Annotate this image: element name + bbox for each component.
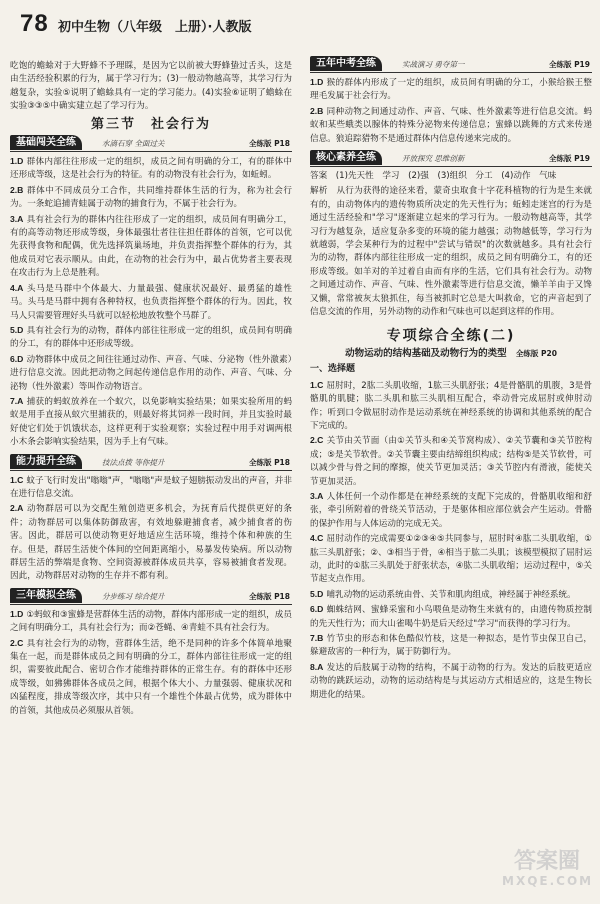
answer-text: 屈肘时，2肱二头肌收缩，1肱三头肌舒张；4是骨骼肌的肌腹，3是骨骼肌的肌腱；肱二头肌和肱三头肌相互配合，牵动骨完成屈肘或伸肘动作；听到口令做屈肘动作是运动系统在神经系统的协调和其他系统的配合下完成的。 (310, 380, 592, 431)
section-bar-threeyear (10, 588, 292, 605)
answer-text: 屈肘动作的完成需要①②③④⑤共同参与，屈肘时④肱二头肌收缩，①肱三头肌舒张；②、③相当于骨，④相当于肱二头肌；该模型模拟了屈肘运动，此时的①肱三头肌处于舒张状态，④肱二头肌收缩；运动过程中，⑤关节起支点作用。 (310, 534, 592, 585)
answer-text: 群体中不同成员分工合作，共同维持群体生活的行为，称为社会行为。一条蛇追捕青蛙属于动物的捕食行为，不属于社会行为。 (10, 185, 292, 210)
answer-item (10, 395, 292, 450)
answer-item (310, 434, 592, 489)
answer-text: 具有社会行为的群体内往往形成了一定的组织，成员间有明确分工，有的高等动物还形成等级，身体最强壮者往往担任群体的首领，它可以优先获得食物和配偶，优先选择筑巢场地，并负责指挥整个群体的行为，其他成员对它表示顺从。由此，在动物的社会行为中，最占优势者主要表现在攻击行为上总是胜利。 (10, 214, 292, 279)
answer-number: 2.B (10, 184, 24, 195)
answer-item (310, 588, 592, 602)
answer-item (310, 532, 592, 587)
answer-number: 2.B (310, 105, 324, 116)
bar-ref: 全练版 P18 (248, 139, 290, 149)
answer-number: 6.D (310, 604, 324, 615)
bar-slogan: 水滴石穿 全面过关 (102, 139, 165, 149)
special-practice-title: 专项综合全练(二) (386, 327, 516, 344)
answer-item (10, 608, 292, 636)
answer-text: 动物群体中成员之间往往通过动作、声音、气味、分泌物（性外激素）进行信息交流。因此把动物之间起传递信息作用的动作、声音、气味、分泌物（性外激素）等叫作动物语言。 (10, 354, 292, 392)
answer-text: 头马是马群中个体最大、力量最强、健康状况最好、最勇猛的雄性马。头马是马群中拥有各种特权，也负责指挥整个群体的行为。因此，牧马人只需要管理好头马就可以轻松地放牧整个马群了。 (10, 283, 292, 321)
answer-number: 5.D (10, 324, 24, 335)
answer-number: 7.B (310, 633, 324, 644)
page-header (10, 6, 590, 40)
answer-number: 8.A (310, 661, 324, 672)
answer-item (10, 637, 292, 718)
answer-item (310, 76, 592, 104)
answer-number: 2.C (310, 435, 324, 446)
answer-number: 1.D (10, 156, 24, 167)
answer-line: 答案 (1)先天性 学习 (2)强 (3)组织 分工 (4)动作 气味 (310, 171, 557, 182)
answer-text: 哺乳动物的运动系统由骨、关节和肌肉组成，神经属于神经系统。 (326, 589, 576, 600)
answer-item (310, 379, 592, 434)
answer-text: 竹节虫的形态和体色酷似竹枝，这是一种拟态，是竹节虫保卫自己，躲避敌害的一种行为，属于防御行为。 (310, 634, 592, 658)
topic-subtitle-text: 动物运动的结构基础及动物行为的类型 (345, 347, 507, 359)
answer-item (10, 324, 292, 352)
section-bar-fiveyear (310, 56, 592, 73)
answer-text: 猴的群体内形成了一定的组织，成员间有明确的分工，小猴给猴王整理毛发属于社会行为。 (310, 78, 592, 102)
answer-number: 1.C (310, 379, 324, 390)
bar-tag: 能力提升全练 (10, 454, 82, 469)
left-column (10, 60, 292, 719)
answer-text: 发达的后肢属于动物的结构，不属于动物的行为。发达的后肢更适应动物的跳跃运动，动物的运动结构是与其运动方式相适应的，这是生物长期进化的结果。 (310, 662, 592, 700)
answer-item (310, 632, 592, 660)
book-title: 初中生物（八年级 上册）·人教版 (58, 20, 252, 35)
answer-item (310, 661, 592, 702)
bar-tag: 核心素养全练 (310, 150, 382, 165)
answer-item (10, 213, 292, 281)
bar-slogan: 开放探究 思维创新 (402, 154, 465, 164)
answer-number: 3.A (310, 490, 324, 501)
bar-tag: 三年模拟全练 (10, 588, 82, 603)
answer-number: 1.D (10, 608, 24, 619)
right-column (310, 56, 592, 703)
section-title: 第三节 社会行为 (90, 116, 211, 132)
answer-number: 4.A (10, 282, 24, 293)
answer-text: 具有社会行为的动物，群体内部往往形成一定的组织，成员间有明确的分工，有的群体中还形成等级。 (10, 325, 292, 350)
bar-ref: 全练版 P19 (548, 60, 590, 69)
answer-item (10, 184, 292, 212)
topic-ref: 全练版 P20 (515, 348, 557, 358)
answer-number: 6.D (10, 353, 24, 364)
section-bar-core (310, 150, 592, 167)
answer-number: 7.A (10, 395, 24, 406)
bar-ref: 全练版 P18 (248, 457, 290, 467)
answer-item (10, 282, 292, 323)
bar-tag: 基础闯关全练 (10, 135, 82, 150)
answer-text: 群体内部往往形成一定的组织，成员之间有明确的分工，有的群体中还形成等级，这是社会行为的特征。有的动物没有社会行为，如蚯蚓。 (10, 157, 292, 181)
section-bar-basic (10, 135, 292, 152)
bar-ref: 全练版 P19 (548, 154, 590, 164)
intro-paragraph: 吃饱的蟾蜍对于大野蜂不予理睬，是因为它以前被大野蜂蛰过舌头，这是由生活经验积累的行为，属于学习行为；(3)一般动物越高等，其学习行为越复杂，实验⑤说明了蟾蜍具有一定的学习能力。(4)实验⑥证明了蟾蜍在实验③③⑤中确实建立起了学习行为。 (10, 61, 292, 112)
answer-item (10, 155, 292, 183)
topic-subtitle (310, 347, 592, 360)
answer-text: 人体任何一个动作都是在神经系统的支配下完成的，骨骼肌收缩和舒张，牵引所附着的骨绕关节活动，于是躯体相应部位就会产生运动。骨骼的保护作用与人体运动的完成无关。 (310, 491, 592, 529)
answer-item (310, 105, 592, 146)
bar-slogan: 实战演习 勇夺第一 (402, 60, 465, 69)
bar-slogan: 分步练习 综合提升 (102, 591, 165, 601)
answer-text: 具有社会行为的动物，营群体生活，绝不是同种的许多个体简单地聚集在一起，而是群体成员之间有明确的分工，群体内部往往形成一定的组织，需要彼此配合、密切合作才能维持群体的正常生存。有的群体中还形成等级，如狒狒群体各成员之间，根据个体大小、力量强弱、健康状况和凶猛程度，排成等级次序，其中只有一个雄性个体最占优势，成为群体中的首领，其他成员必须服从首领。 (10, 638, 292, 716)
answer-item (310, 490, 592, 531)
question-type-heading: 一、选择题 (310, 364, 356, 375)
page-number: 78 (20, 10, 49, 37)
answer-number: 2.A (10, 503, 24, 514)
answer-number: 2.C (10, 637, 24, 648)
watermark-url: MXQE.COM (502, 874, 594, 888)
question-list (310, 379, 592, 702)
answer-item (10, 353, 292, 394)
answer-text: ①蚂蚁和③蜜蜂是营群体生活的动物，群体内部形成一定的组织，成员之间有明确分工，具有社会行为；而②苍蝇、④青蛙不具有社会行为。 (10, 609, 292, 634)
answer-text: 关节由关节面（由①关节头和④关节窝构成）、②关节囊和③关节腔构成；⑤是关节软骨。②关节囊主要由结缔组织构成；结构⑤是关节软骨，可以减少骨与骨之间的摩擦，使关节更加灵活；③关节腔内有滑液，能使关节更加灵活。 (310, 436, 592, 487)
answer-text: 动物群居可以为交配生殖创造更多机会，为抚育后代提供更好的条件；动物群居可以集体防御敌害，有效地躲避捕食者，减少捕食者的伤害。因此，群居可以使动物更好地适应生活环境，维持个体和种族的生存。但是，群居生活使个体间的空间距离缩小，易暴发传染病。所以动物群居生活的弊端是食物、空间资源被群体成员共享，容易被捕食者发现。因此，动物群居对动物的生存并不都有利。 (10, 504, 292, 582)
watermark-text: 答案圈 (513, 849, 580, 874)
watermark-logo (502, 850, 592, 898)
answer-item (10, 502, 292, 583)
answer-number: 4.C (310, 533, 324, 544)
answer-text: 蚊子飞行时发出"嗡嗡"声，"嗡嗡"声是蚊子翅膀振动发出的声音，并非在进行信息交流。 (10, 475, 292, 499)
answer-text: 同种动物之间通过动作、声音、气味、性外激素等进行信息交流。蚂蚁和某些蛾类以腺体的特殊分泌物来传递信息；蜜蜂以跳舞的方式来传递信息。狼追踪猎物不是通过群体内信息传递来完成的。 (310, 106, 592, 144)
question-list (10, 474, 292, 584)
question-list (10, 608, 292, 718)
answer-item (10, 474, 292, 502)
bar-ref: 全练版 P18 (248, 591, 290, 601)
answer-item (310, 603, 592, 631)
answer-text: 捕获的蚂蚁放养在一个蚁穴，以免影响实验结果；如果实验所用的蚂蚁是用手直接从蚁穴里捕获的，则最好将其饲养一段时间，并且实验时最好使它们处于饥饿状态，这样更利于实验观察；实验过程中用手对调两根小木条会影响实验结果，因为手上有气味。 (10, 396, 292, 448)
answer-number: 1.C (10, 474, 24, 485)
bar-slogan: 技法点拨 等你提升 (102, 457, 165, 467)
analysis-paragraph: 解析 从行为获得的途径来看，蒙奇虫取食十字花科植物的行为是生来就有的，由动物体内的遗传物质所决定的先天性行为；蚯蚓走迷宫的行为是通过生活经验和"学习"逐渐建立起来的学习行为。一般动物越高等，其学习行为越复杂，适应复杂多变的环境的能力越强；动物越低等，学习行为就越弱，学会某种行为的过程中"尝试与错误"的次数就越多。具有社会行为的动物，群体内部往往形成一定的组织，成员之间有明确分工，有的还形成等级。如羊对的羊过着自由而有序的生活，它们具有社会行为。动物之间通过动作、声音、气味、性外激素等进行信息交流，懒羊羊由于又馋又懒，常常被灰太狼抓住，每当被抓时它总是大叫救命，它的声音起到了信息交流的作用，另外动物的动作和气味也可以起到这样的作用。 (310, 186, 592, 318)
answer-number: 3.A (10, 213, 24, 224)
bar-tag: 五年中考全练 (310, 56, 382, 71)
section-bar-ability (10, 454, 292, 471)
answer-number: 1.D (310, 77, 324, 87)
answer-number: 5.D (310, 588, 324, 599)
answer-text: 蜘蛛结网、蜜蜂采蜜和小鸟喂鱼是动物生来就有的，由遗传物质控制的先天性行为；而大山雀喝牛奶是后天经过"学习"而获得的学习行为。 (310, 605, 592, 629)
question-list (310, 76, 592, 146)
question-list (10, 155, 292, 450)
